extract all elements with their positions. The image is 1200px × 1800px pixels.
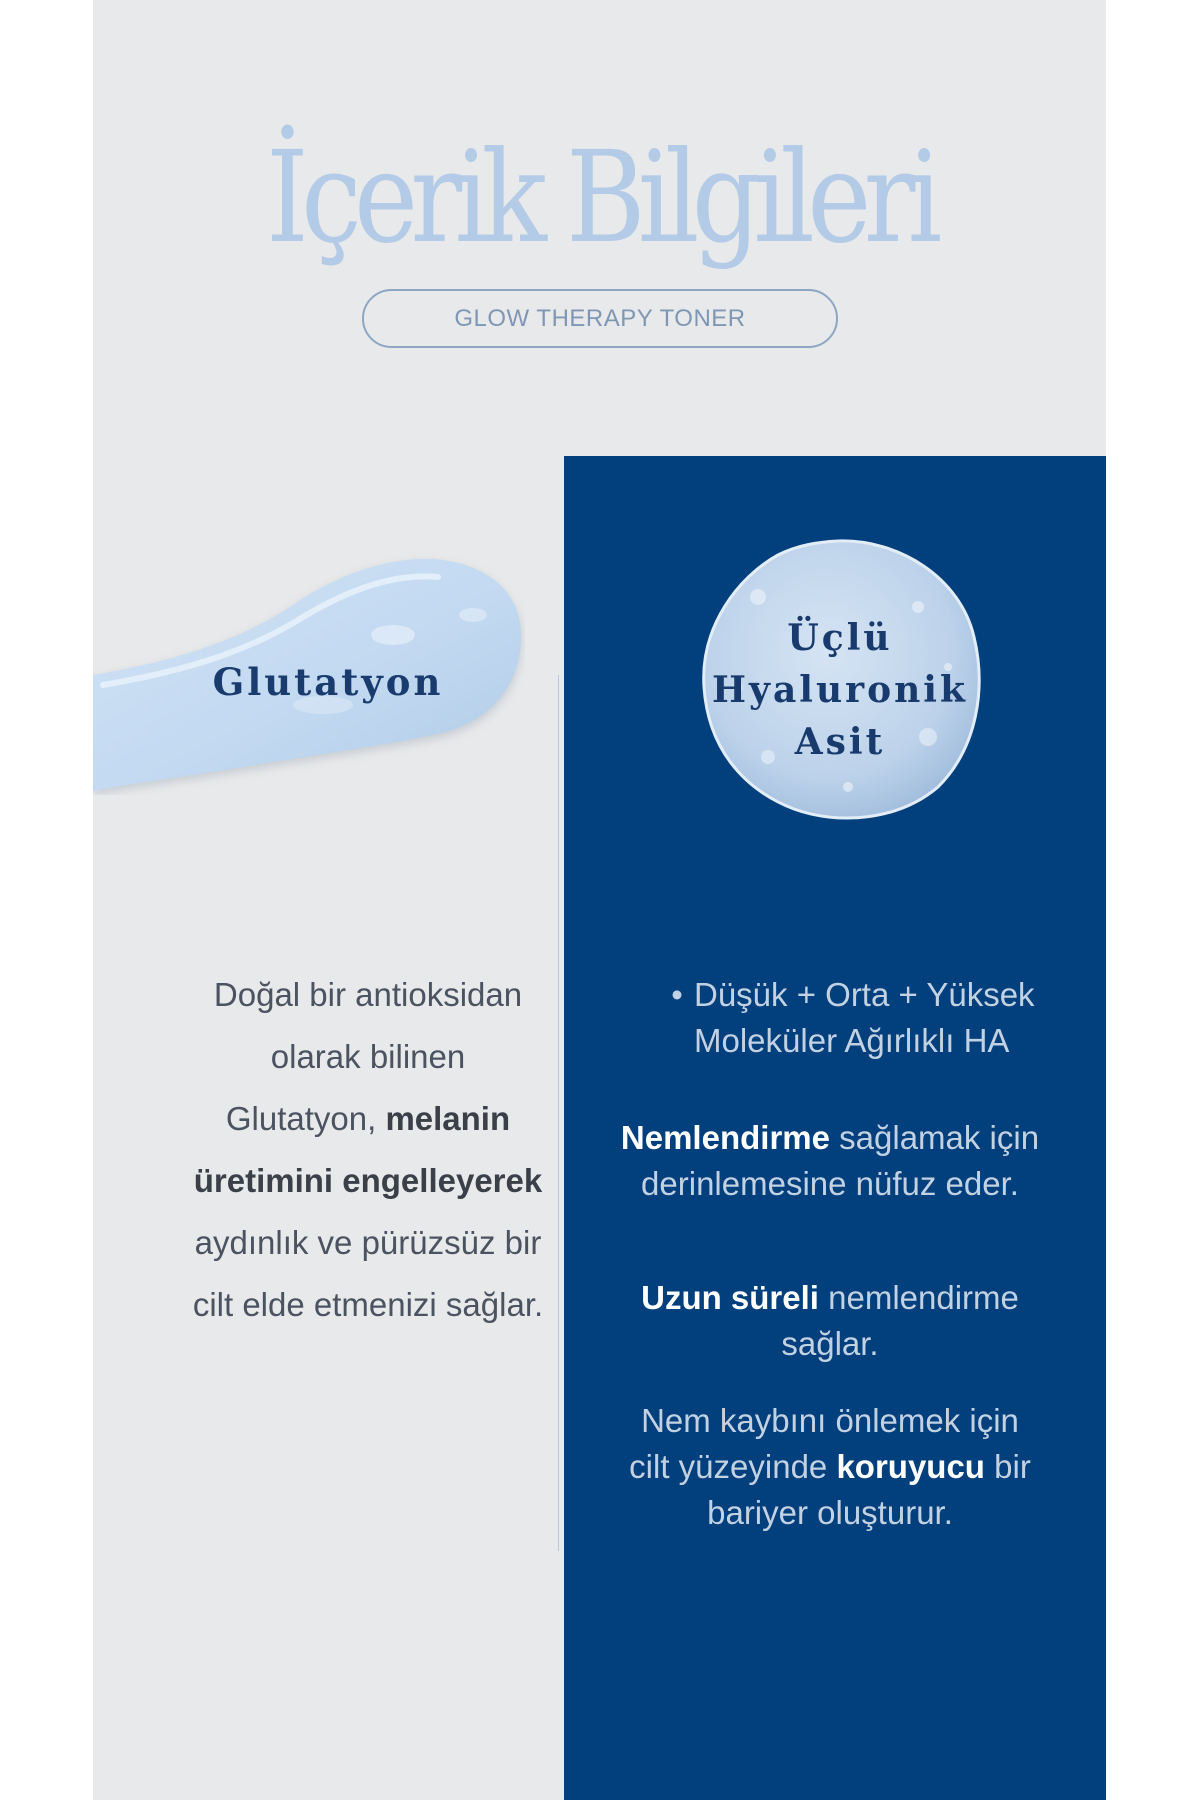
bullet-icon: • xyxy=(671,976,683,1013)
ingredient-glutatyon: Glutatyon xyxy=(212,660,444,704)
bullet-line: Düşük + Orta + Yüksek xyxy=(694,976,1035,1013)
paragraph-text: cilt yüzeyinde xyxy=(629,1448,837,1485)
paragraph-line xyxy=(600,1444,1060,1490)
ingredient-line: Asit xyxy=(794,721,886,763)
paragraph-bold: Uzun süreli xyxy=(641,1279,819,1316)
paragraph-line xyxy=(600,1115,1060,1161)
page-title: İçerik Bilgileri xyxy=(266,124,935,271)
column-divider xyxy=(558,675,559,1551)
paragraph-line: sağlar. xyxy=(781,1325,879,1362)
ha-bullet xyxy=(660,972,1080,1064)
description-line xyxy=(178,1088,558,1150)
description-line: aydınlık ve pürüzsüz bir xyxy=(194,1224,542,1261)
description-line xyxy=(178,1150,558,1212)
paragraph-bold: koruyucu xyxy=(836,1448,985,1485)
barrier-paragraph xyxy=(600,1398,1060,1536)
paragraph-line: bariyer oluşturur. xyxy=(707,1494,953,1531)
glutatyon-description xyxy=(178,964,558,1336)
paragraph-bold: Nemlendirme xyxy=(620,1119,830,1156)
product-badge xyxy=(362,289,838,348)
bullet-line: Moleküler Ağırlıklı HA xyxy=(694,1022,1010,1059)
description-bold: melanin xyxy=(385,1100,511,1137)
paragraph-line: derinlemesine nüfuz eder. xyxy=(641,1165,1019,1202)
ingredient-hyaluronic-acid xyxy=(690,612,990,768)
paragraph-text: nemlendirme xyxy=(818,1279,1019,1316)
description-line: olarak bilinen xyxy=(270,1038,466,1075)
ingredient-line: Hyaluronik xyxy=(712,669,968,711)
hydration-paragraph xyxy=(600,1115,1060,1207)
long-lasting-paragraph xyxy=(600,1275,1060,1367)
paragraph-text: bir xyxy=(984,1448,1031,1485)
paragraph-line: Nem kaybını önlemek için xyxy=(641,1402,1019,1439)
product-badge-label: GLOW THERAPY TONER xyxy=(454,304,746,332)
description-text: Glutatyon, xyxy=(225,1100,386,1137)
description-bold: üretimini engelleyerek xyxy=(193,1162,543,1199)
description-line: Doğal bir antioksidan xyxy=(213,976,523,1013)
paragraph-text: sağlamak için xyxy=(829,1119,1040,1156)
ingredient-line: Üçlü xyxy=(787,617,893,659)
paragraph-line xyxy=(600,1275,1060,1321)
description-line: cilt elde etmenizi sağlar. xyxy=(192,1286,544,1323)
